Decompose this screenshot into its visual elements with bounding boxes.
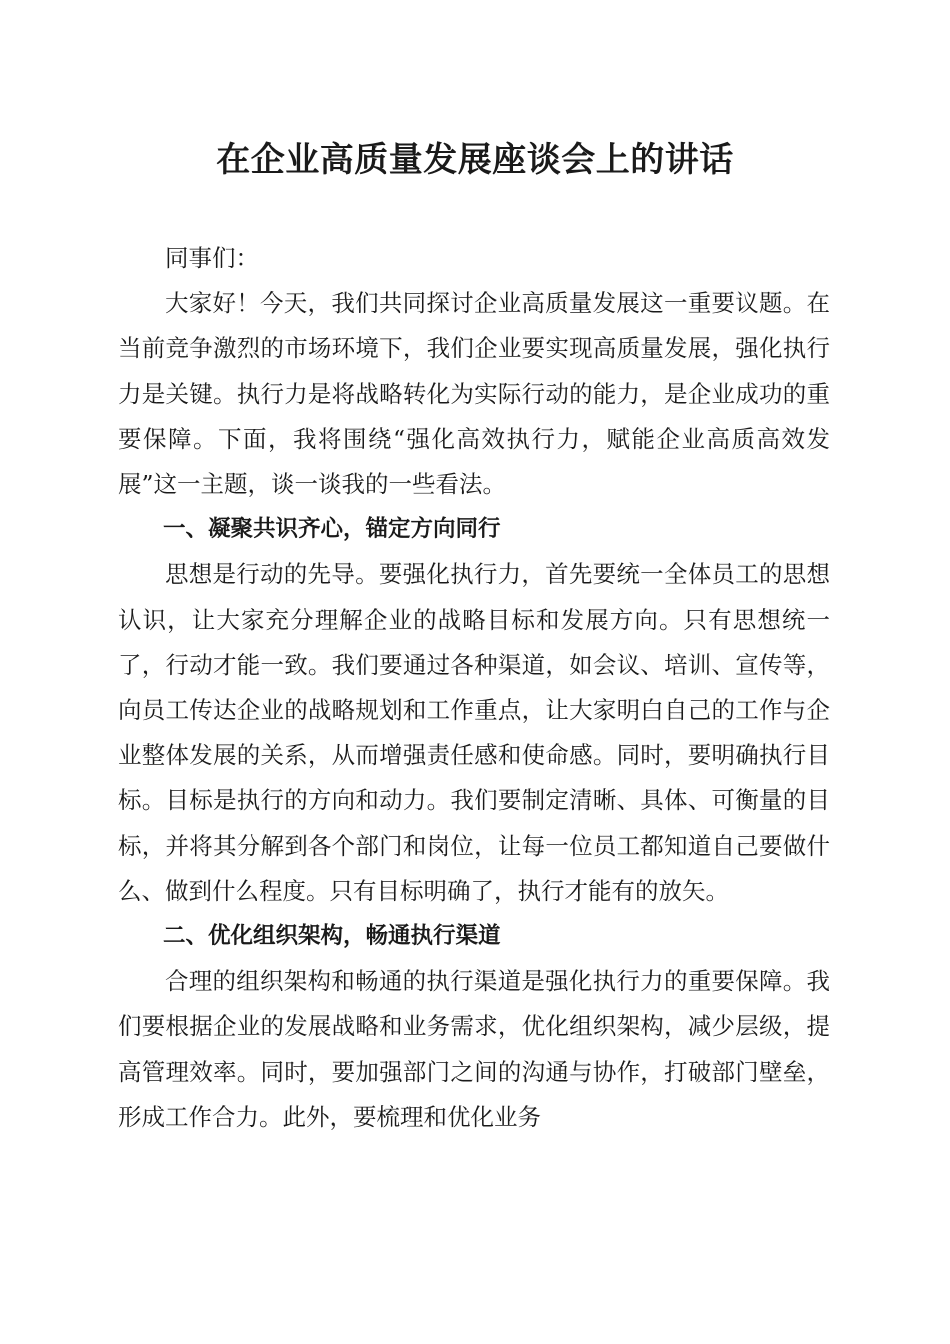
document-title: 在企业高质量发展座谈会上的讲话 <box>216 140 734 180</box>
section-heading-1: 一、凝聚共识齐心，锚定方向同行 <box>163 516 501 543</box>
greeting: 同事们： <box>165 244 259 272</box>
section-paragraph-1: 思想是行动的先导。要强化执行力，首先要统一全体员工的思想认识，让大家充分理解企业的战略目标和发展方向。只有思想统一了，行动才能一致。我们要通过各种渠道，如会议、培训、宣传等，向员工传达企业的战略规划和工作重点，让大家明白自己的工作与企业整体发展的关系，从而增强责任感和使命感。同时，要明确执行目标。目标是执行的方向和动力。我们要制定清晰、具体、可衡量的目标，并将其分解到各个部门和岗位，让每一位员工都知道自己要做什么、做到什么程度。只有目标明确了，执行才能有的放矢。 <box>118 560 830 905</box>
section-paragraph-2: 合理的组织架构和畅通的执行渠道是强化执行力的重要保障。我们要根据企业的发展战略和业务需求，优化组织架构，减少层级，提高管理效率。同时，要加强部门之间的沟通与协作，打破部门壁垒，形成工作合力。此外，要梳理和优化业务 <box>118 967 830 1131</box>
section-heading-2: 二、优化组织架构，畅通执行渠道 <box>163 923 501 950</box>
intro-paragraph: 大家好！今天，我们共同探讨企业高质量发展这一重要议题。在当前竞争激烈的市场环境下，我们企业要实现高质量发展，强化执行力是关键。执行力是将战略转化为实际行动的能力，是企业成功的重要保障。下面，我将围绕“强化高效执行力，赋能企业高质高效发展”这一主题，谈一谈我的一些看法。 <box>118 289 830 499</box>
document-body <box>118 236 830 1140</box>
